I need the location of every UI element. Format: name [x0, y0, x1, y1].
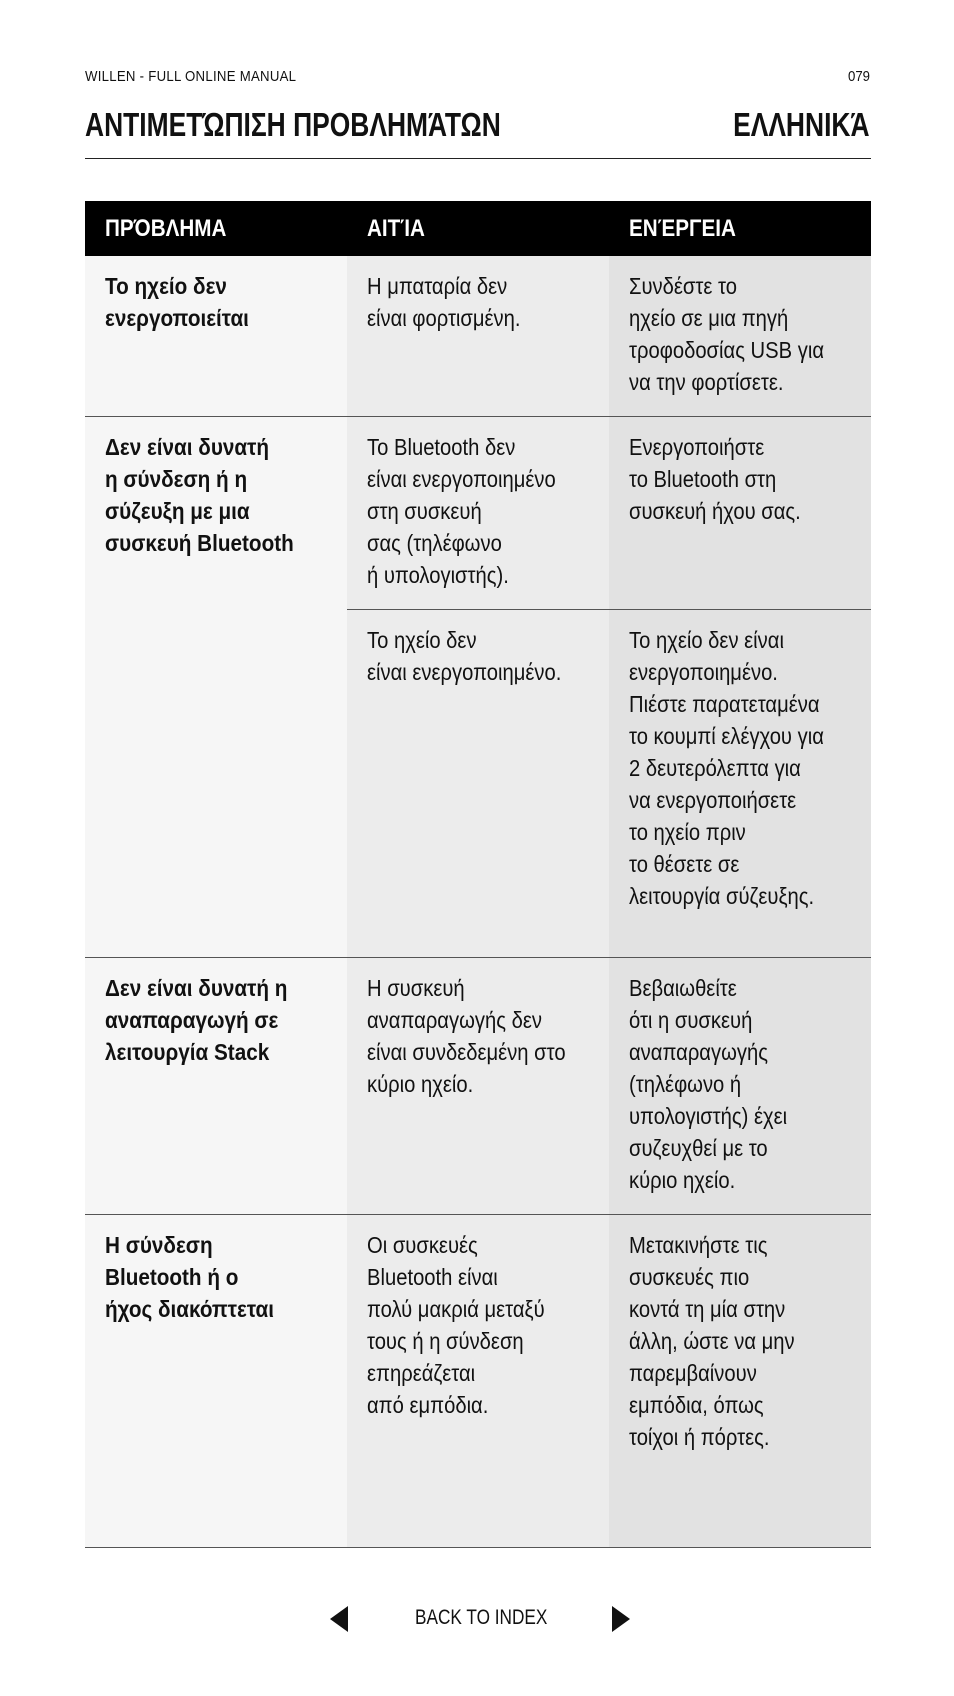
header-divider — [85, 158, 871, 159]
cause-cell: Η συσκευή αναπαραγωγής δεν είναι συνδεδεμένη στο κύριο ηχείο. — [347, 958, 609, 1215]
cause-cell: Οι συσκευές Bluetooth είναι πολύ μακριά μεταξύ τους ή η σύνδεση επηρεάζεται από εμπόδια. — [347, 1215, 609, 1548]
problem-cell: Δεν είναι δυνατή η αναπαραγωγή σε λειτουργία Stack — [85, 958, 347, 1215]
column-header-problem: ΠΡΌΒΛΗΜΑ — [85, 201, 347, 256]
cause-cell: Το Bluetooth δεν είναι ενεργοποιημένο στη συσκευή σας (τηλέφωνο ή υπολογιστής). — [347, 417, 609, 610]
back-to-index-link[interactable]: BACK TO INDEX — [415, 1606, 548, 1629]
language-label: ΕΛΛΗΝΙΚΆ — [733, 106, 870, 143]
action-cell: Μετακινήστε τις συσκευές πιο κοντά τη μία στην άλλη, ώστε να μην παρεμβαίνουν εμπόδια, όπως τοίχοι ή πόρτες. — [609, 1215, 871, 1548]
cause-cell: Η μπαταρία δεν είναι φορτισμένη. — [347, 256, 609, 417]
action-cell: Συνδέστε το ηχείο σε μια πηγή τροφοδοσίας USB για να την φορτίσετε. — [609, 256, 871, 417]
problem-cell: Δεν είναι δυνατή η σύνδεση ή η σύζευξη με μια συσκευή Bluetooth — [85, 417, 347, 958]
section-title: ΑΝΤΙΜΕΤΏΠΙΣΗ ΠΡΟΒΛΗΜΆΤΩΝ — [85, 106, 501, 143]
column-header-cause: ΑΙΤΊΑ — [347, 201, 609, 256]
page-number: 079 — [847, 68, 870, 85]
problem-cell: Η σύνδεση Bluetooth ή ο ήχος διακόπτεται — [85, 1215, 347, 1548]
problem-cell: Το ηχείο δεν ενεργοποιείται — [85, 256, 347, 417]
triangle-right-icon[interactable] — [612, 1606, 630, 1632]
cause-cell: Το ηχείο δεν είναι ενεργοποιημένο. — [347, 610, 609, 958]
footer-navigation — [0, 1598, 954, 1638]
manual-name: WILLEN - FULL ONLINE MANUAL — [85, 68, 297, 85]
action-cell: Το ηχείο δεν είναι ενεργοποιημένο. Πιέστε παρατεταμένα το κουμπί ελέγχου για 2 δευτερόλεπτα για να ενεργοποιήσετε το ηχείο πριν το θέσετε σε λειτουργία σύζευξης. — [609, 610, 871, 958]
action-cell: Ενεργοποιήστε το Bluetooth στη συσκευή ήχου σας. — [609, 417, 871, 610]
action-cell: Βεβαιωθείτε ότι η συσκευή αναπαραγωγής (τηλέφωνο ή υπολογιστής) έχει συζευχθεί με το κύριο ηχείο. — [609, 958, 871, 1215]
triangle-left-icon[interactable] — [330, 1606, 348, 1632]
column-header-action: ΕΝΈΡΓΕΙΑ — [609, 201, 871, 256]
troubleshooting-table — [85, 201, 871, 1548]
